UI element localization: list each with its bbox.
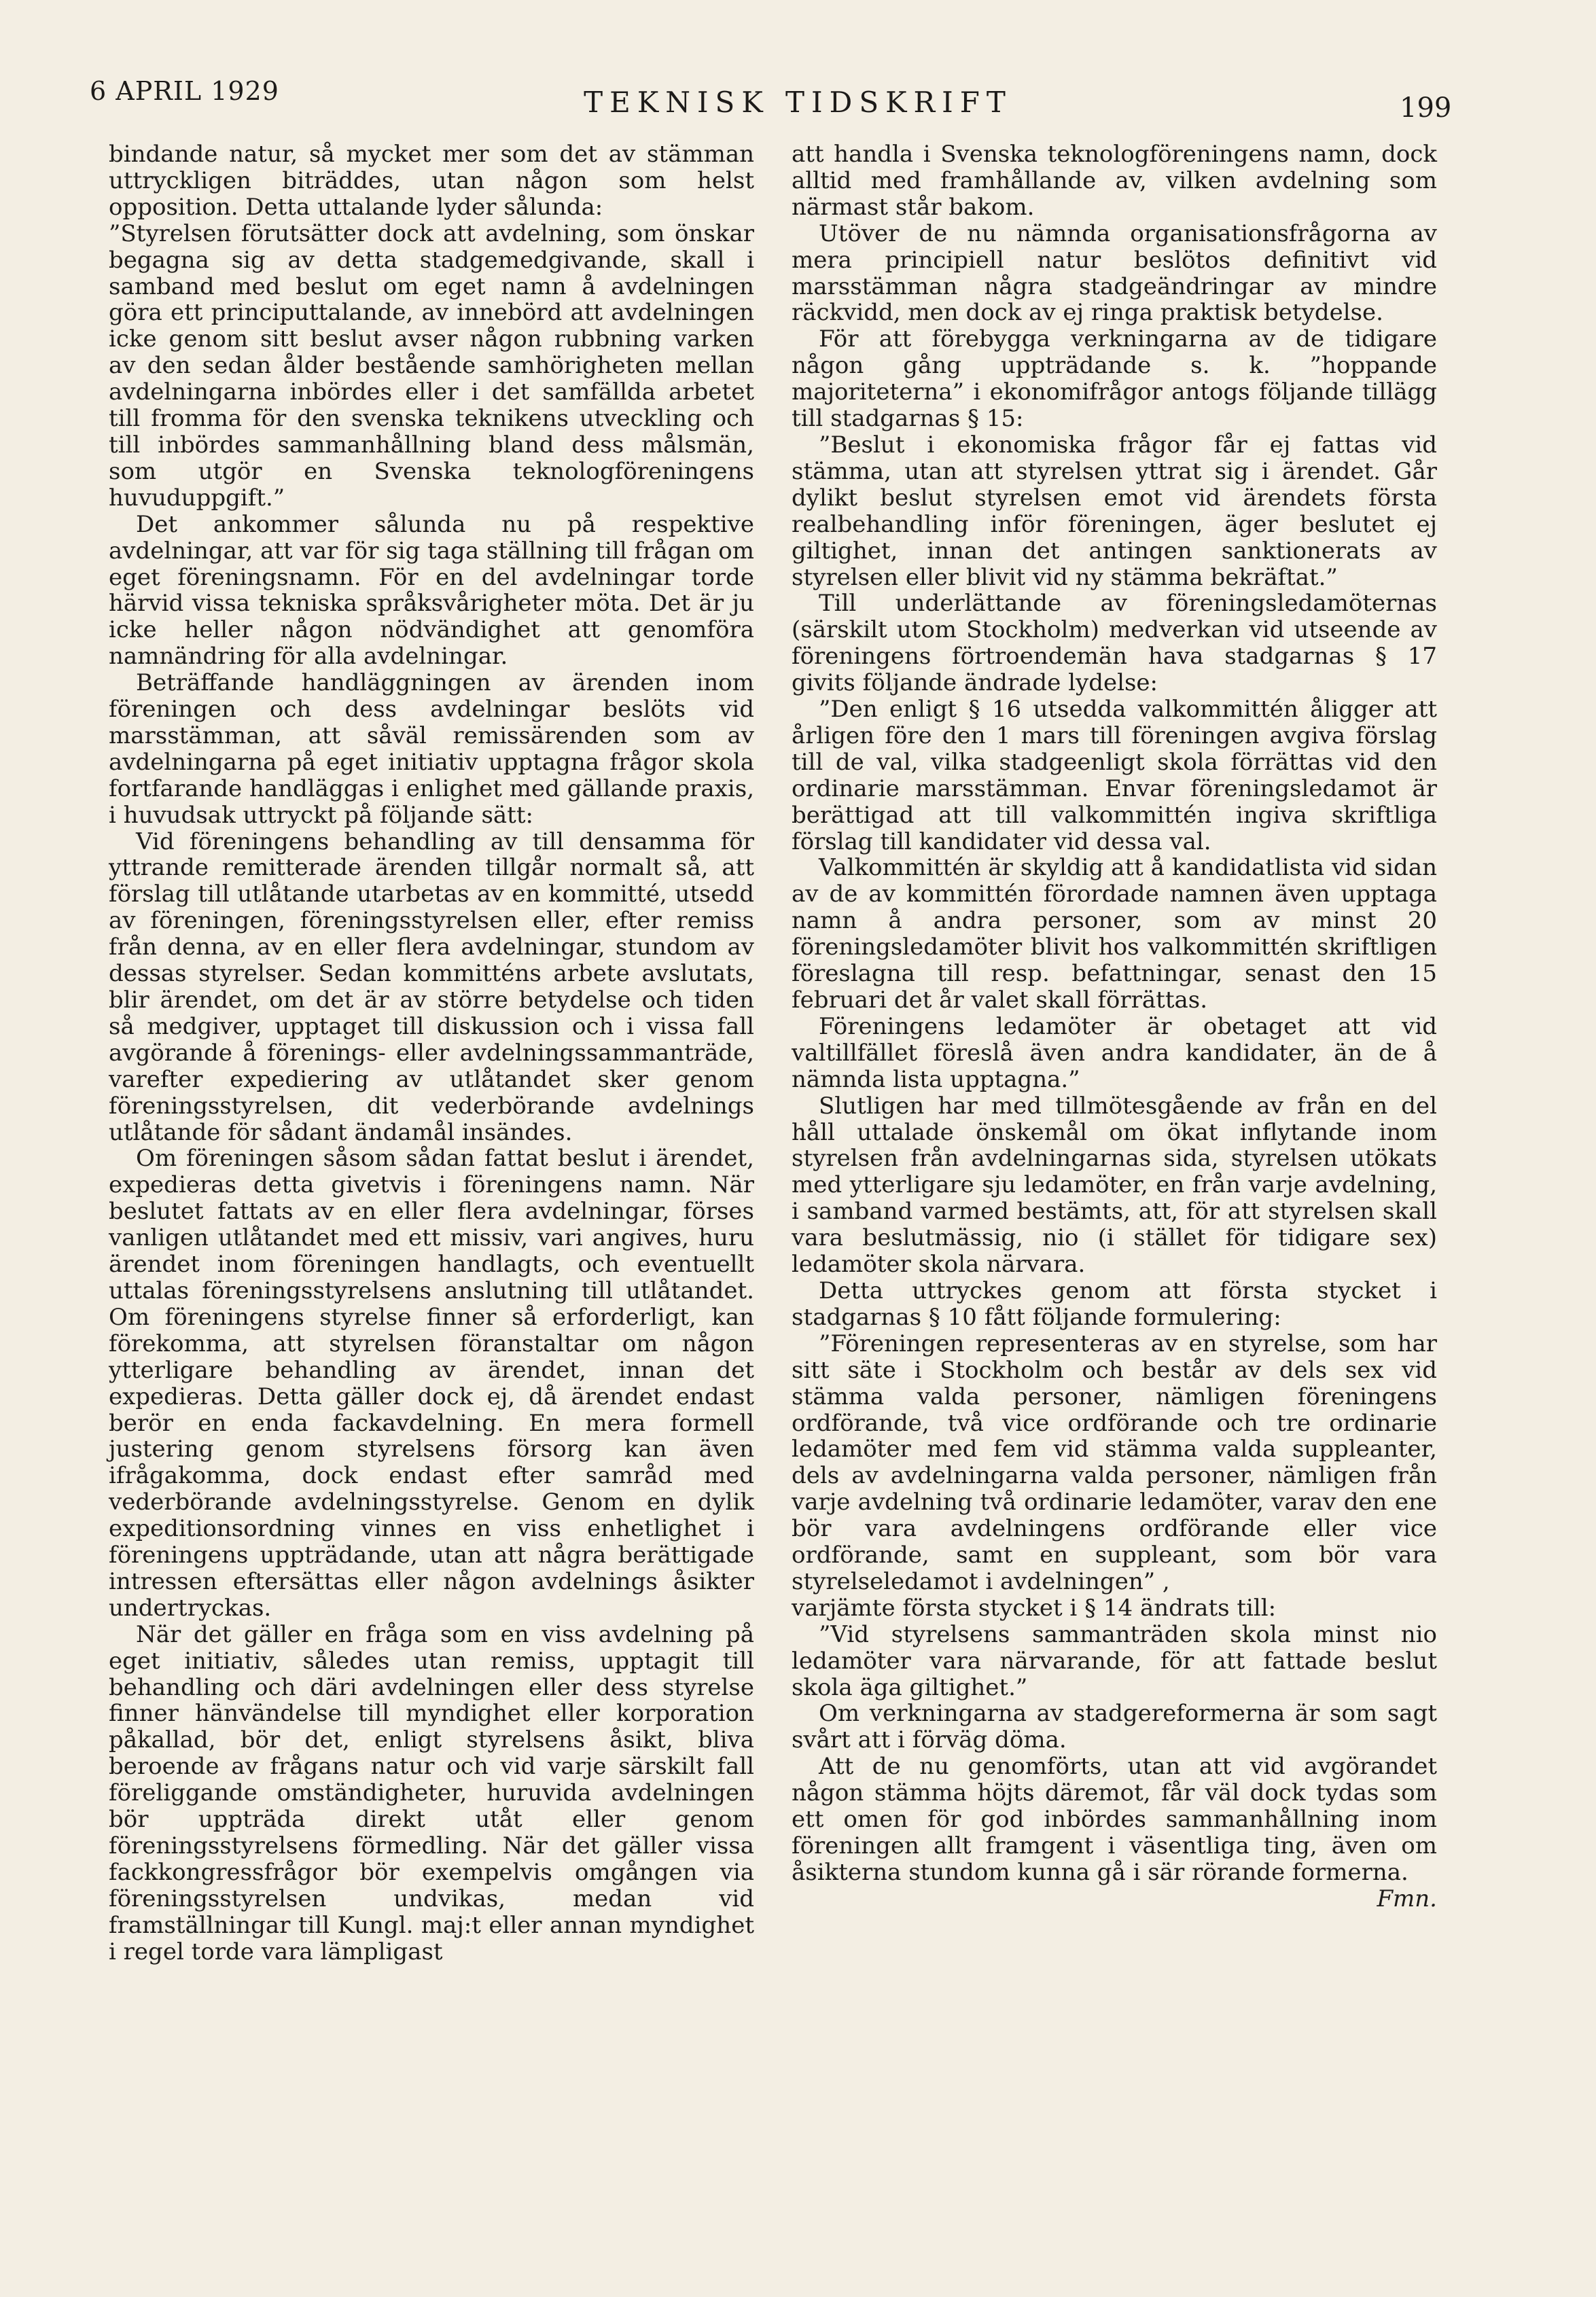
paragraph: Utöver de nu nämnda organisationsfrågorna av mera principiell natur beslötos definitivt vid marsstämman några stadgeändringar av mindre räckvidd, men dock av ej ringa praktisk betydelse. (792, 219, 1437, 327)
paragraph: Föreningens ledamöter är obetaget att vid valtillfället föreslå även andra kandidater, än de å nämnda lista upptagna.” (792, 1012, 1437, 1093)
paragraph: ”Föreningen representeras av en styrelse, som har sitt säte i Stockholm och består av dels sex vid stämma valda personer, nämligen föreningens ordförande, två vice ordförande och tre ordinarie ledamöter med fem vid stämma valda suppleanter, dels av avdelningarna valda personer, nämligen från varje avdelning två ordinarie ledamöter, varav den ene bör vara avdelningens ordförande eller vice ordförande, samt en suppleant, som bör vara styrelseledamot i avdelningen” , (792, 1330, 1437, 1595)
page-header (0, 0, 1596, 136)
paragraph: Det ankommer sålunda nu på respektive avdelningar, att var för sig taga ställning till frågan om eget föreningsnamn. För en del avdelningar torde härvid vissa tekniska språksvårigheter möta. Det är ju icke heller någon nödvändighet att genomföra namnändring för alla avdelningar. (109, 510, 754, 671)
paragraph: ”Beslut i ekonomiska frågor får ej fattas vid stämma, utan att styrelsen yttrat sig i ärendet. Går dylikt beslut styrelsen emot vid ärendets första realbehandling inför föreningen, äger beslutet ej giltighet, innan det antingen sanktionerats av styrelsen eller blivit vid ny stämma bekräftat.” (792, 431, 1437, 591)
paragraph: Valkommittén är skyldig att å kandidatlista vid sidan av de av kommittén förordade namnen även upptaga namn å andra personer, som av minst 20 föreningsledamöter blivit hos valkommittén skriftligen föreslagna till resp. befattningar, senast den 15 februari det år valet skall förrättas. (792, 854, 1437, 1014)
paragraph: Om föreningen såsom sådan fattat beslut i ärendet, expedieras detta givetvis i föreningens namn. När beslutet fattats av en eller flera avdelningar, förses vanligen utlåtandet med ett missiv, vari angives, huru ärendet inom föreningen handlagts, och eventuellt uttalas föreningsstyrelsens anslutning till utlåtandet. Om föreningens styrelse finner så erforderligt, kan förekomma, att styrelsen föranstaltar om någon ytterligare behandling av ärendet, innan det expedieras. Detta gäller dock ej, då ärendet endast berör en enda fackavdelning. En mera formell justering genom styrelsens försorg kan även ifrågakomma, dock endast efter samråd med vederbörande avdelningsstyrelse. Genom en dylik expeditionsordning vinnes en viss enhetlighet i föreningens uppträdande, utan att några berättigade intressen eftersättas eller någon avdelnings åsikter undertryckas. (109, 1145, 754, 1622)
issue-date: 6 APRIL 1929 (90, 76, 279, 106)
paragraph: varjämte första stycket i § 14 ändrats till: (792, 1594, 1277, 1622)
paragraph: ”Vid styrelsens sammanträden skola minst nio ledamöter vara närvarande, för att fattade beslut skola äga giltighet.” (792, 1620, 1437, 1701)
journal-title: TEKNISK TIDSKRIFT (584, 86, 1012, 119)
paragraph: ”Den enligt § 16 utsedda valkommittén åligger att årligen före den 1 mars till föreningen avgiva förslag till de val, vilka stadgeenligt skola förrättas vid den ordinarie marsstämman. Envar föreningsledamot är berättigad att till valkommittén ingiva skriftliga förslag till kandidater vid dessa val. (792, 696, 1437, 855)
paragraph: När det gäller en fråga som en viss avdelning på eget initiativ, således utan remiss, upptagit till behandling och däri avdelningen eller dess styrelse finner hänvändelse till myndighet eller korporation påkallad, bör det, enligt styrelsens åsikt, bliva beroende av frågans natur och vid varje särskilt fall föreliggande omständigheter, huruvida avdelningen bör uppträda direkt utåt eller genom föreningsstyrelsens förmedling. När det gäller vissa fackkongressfrågor bör exempelvis omgången via föreningsstyrelsen undvikas, medan vid framställningar till Kungl. maj:t eller annan myndighet i regel torde vara lämpligast (109, 1620, 754, 1965)
paragraph: ”Styrelsen förutsätter dock att avdelning, som önskar begagna sig av detta stadgemedgivande, skall i samband med beslut om eget namn å avdelningen göra ett principuttalande, av innebörd att avdelningen icke genom sitt beslut avser någon rubbning varken av den sedan ålder bestående samhörigheten mellan avdelningarna inbördes eller i det samfällda arbetet till fromma för den svenska teknikens utveckling och till inbördes sammanhållning bland dess målsmän, som utgör en Svenska teknologföreningens huvuduppgift.” (109, 219, 754, 512)
paragraph: Till underlättande av föreningsledamöternas (särskilt utom Stockholm) medverkan vid utseende av föreningens förtroendemän hava stadgarnas § 17 givits följande ändrade lydelse: (792, 590, 1437, 697)
right-column (792, 141, 1437, 1912)
page-number: 199 (1400, 92, 1452, 124)
paragraph-text: Att de nu genomförts, utan att vid avgörandet någon stämma höjts däremot, får väl dock tydas som ett omen för god inbördes sammanhållning inom föreningen allt framgent i väsentliga ting, även om åsikterna stundom kunna gå i sär rörande formerna. (792, 1753, 1437, 1886)
paragraph: Om verkningarna av stadgereformerna är som sagt svårt att i förväg döma. (792, 1700, 1437, 1754)
paragraph-last (792, 1753, 1437, 1912)
left-column (109, 141, 754, 1965)
paragraph: För att förebygga verkningarna av de tidigare någon gång uppträdande s. k. ”hoppande majoriteterna” i ekonomifrågor antogs följande tillägg till stadgarnas § 15: (792, 325, 1437, 433)
author-signature: Fmn. (1377, 1885, 1437, 1912)
paragraph: att handla i Svenska teknologföreningens namn, dock alltid med framhållande av, vilken avdelning som närmast står bakom. (792, 141, 1437, 221)
paragraph: Vid föreningens behandling av till densamma för yttrande remitterade ärenden tillgår normalt så, att förslag till utlåtande utarbetas av en kommitté, utsedd av föreningen, föreningsstyrelsen eller, efter remiss från denna, av en eller flera avdelningar, stundom av dessas styrelser. Sedan kommitténs arbete avslutats, blir ärendet, om det är av större betydelse och tiden så medgiver, upptaget till diskussion och i vissa fall avgörande å förenings- eller avdelningssammanträde, varefter expediering av utlåtandet sker genom föreningsstyrelsen, dit vederbörande avdelnings utlåtande för sådant ändamål insändes. (109, 827, 754, 1146)
paragraph: Slutligen har med tillmötesgående av från en del håll uttalade önskemål om ökat inflytande inom styrelsen från avdelningarnas sida, styrelsen utökats med ytterligare sju ledamöter, en från varje avdelning, i samband varmed bestämts, att, för att styrelsen skall vara beslutmässig, nio (i stället för tidigare sex) ledamöter skola närvara. (792, 1092, 1437, 1279)
paragraph: bindande natur, så mycket mer som det av stämman uttryckligen biträddes, utan någon som helst opposition. Detta uttalande lyder sålunda: (109, 141, 754, 221)
paragraph: Beträffande handläggningen av ärenden inom föreningen och dess avdelningar beslöts vid marsstämman, att såväl remissärenden som av avdelningarna på eget initiativ upptagna frågor skola fortfarande handläggas i enlighet med gällande praxis, i huvudsak uttryckt på följande sätt: (109, 669, 754, 829)
paragraph: Detta uttryckes genom att första stycket i stadgarnas § 10 fått följande formulering: (792, 1277, 1437, 1331)
